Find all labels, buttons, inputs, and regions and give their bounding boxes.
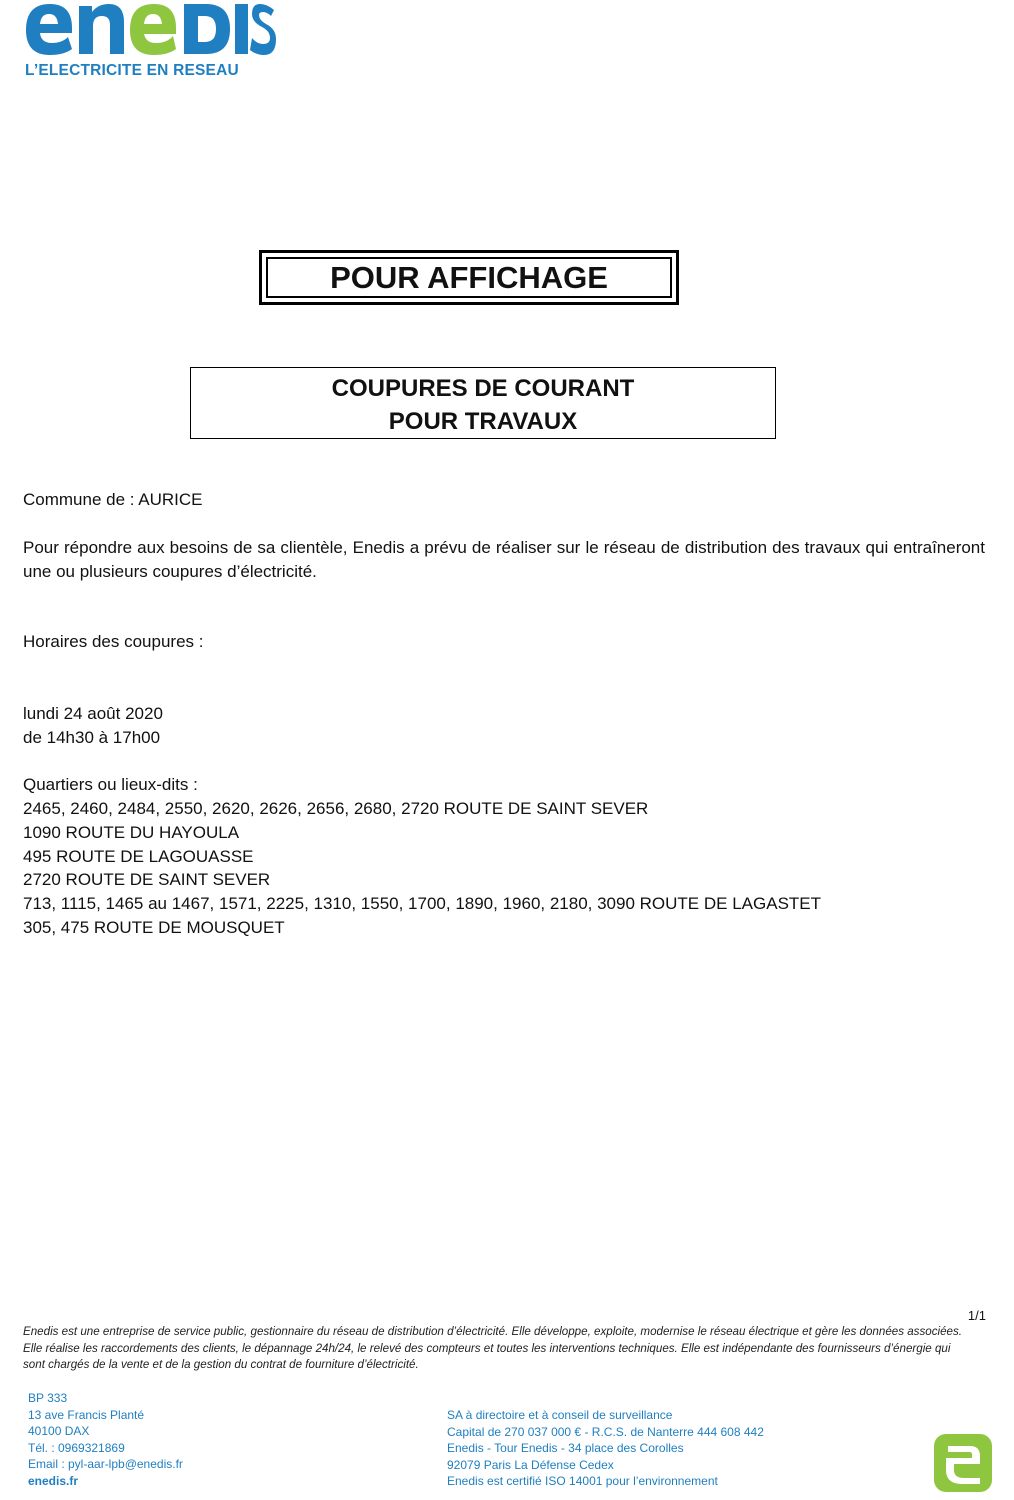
enedis-emblem-icon [934,1434,992,1492]
footer-line: Enedis est certifié ISO 14001 pour l’environnement [447,1474,718,1489]
quartier-item: 2720 ROUTE DE SAINT SEVER [23,870,271,889]
subtitle-line-2: POUR TRAVAUX [388,408,578,435]
outage-date: lundi 24 août 2020 [23,704,163,723]
footer-address [28,1390,183,1490]
disclaimer: Enedis est une entreprise de service public, gestionnaire du réseau de distribution d’électricité. Elle développe, exploite, modernise le réseau électrique et gère les données associées. Elle réalise les raccordements des clients, le dépannage 24h/24, le relevé des compteurs et toutes les interventions techniques. Elle est indépendante des fournisseurs d’énergie qui sont chargés de la vente et de la gestion du contrat de fourniture d’électricité. [23,1325,963,1371]
footer-line: 40100 DAX [28,1424,90,1439]
footer-line: Enedis - Tour Enedis - 34 place des Corolles [447,1441,684,1456]
quartier-item: 495 ROUTE DE LAGOUASSE [23,847,254,866]
quartiers-label: Quartiers ou lieux-dits : [23,775,198,794]
quartier-item: 713, 1115, 1465 au 1467, 1571, 2225, 1310, 1550, 1700, 1890, 1960, 2180, 3090 ROUTE DE LAGASTET [23,894,822,913]
footer-website-link[interactable]: enedis.fr [28,1473,79,1488]
outage-time: de 14h30 à 17h00 [23,728,161,747]
subtitle-line-1: COUPURES DE COURANT [331,375,635,402]
quartier-item: 1090 ROUTE DU HAYOULA [23,823,240,842]
quartier-item: 305, 475 ROUTE DE MOUSQUET [23,918,285,937]
footer-line: BP 333 [28,1391,68,1405]
title-box [259,250,679,305]
intro-paragraph: Pour répondre aux besoins de sa clientèle, Enedis a prévu de réaliser sur le réseau de distribution des travaux qui entraîneront une ou plusieurs coupures d’électricité. [23,538,985,581]
footer-email[interactable]: Email : pyl-aar-lpb@enedis.fr [28,1457,183,1472]
footer-phone: Tél. : 0969321869 [28,1440,125,1455]
footer-line: 13 ave Francis Planté [28,1407,145,1422]
enedis-logo [24,0,284,86]
footer-line: SA à directoire et à conseil de surveillance [447,1408,673,1422]
quartier-item: 2465, 2460, 2484, 2550, 2620, 2626, 2656, 2680, 2720 ROUTE DE SAINT SEVER [23,799,649,818]
subtitle-box [190,367,776,439]
logo-tagline: L’ELECTRICITE EN RESEAU [25,62,239,79]
footer-legal [447,1407,764,1490]
enedis-wordmark-icon [24,0,276,58]
page-number: 1/1 [967,1308,986,1323]
horaires-label: Horaires des coupures : [23,632,204,651]
page-title: POUR AFFICHAGE [266,257,672,298]
footer-line: 92079 Paris La Défense Cedex [447,1457,614,1472]
commune-line: Commune de : AURICE [23,490,203,509]
footer-line: Capital de 270 037 000 € - R.C.S. de Nanterre 444 608 442 [447,1424,764,1439]
